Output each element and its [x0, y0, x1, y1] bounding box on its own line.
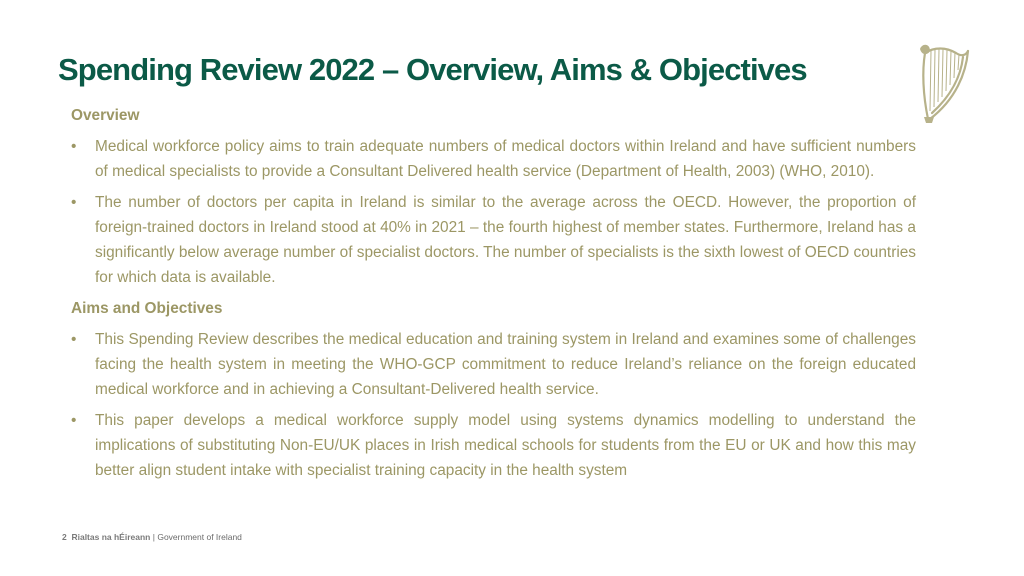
- section-overview: [71, 103, 916, 290]
- section-heading: Aims and Objectives: [71, 300, 223, 317]
- bullet-text: This Spending Review describes the medical education and training system in Ireland and examines some of challenges facing the health system in meeting the WHO-GCP commitment to reduce Ireland’s reliance on the foreign educated medical workforce and in achieving a Consultant-Delivered health service.: [95, 331, 916, 398]
- bullet-icon: •: [71, 194, 77, 211]
- bullet-text: This paper develops a medical workforce supply model using systems dynamics modelling to understand the implications of substituting Non-EU/UK places in Irish medical schools for students from the EU or UK and how this may better align student intake with specialist training capacity in the health system: [95, 412, 916, 479]
- list-item: [71, 327, 916, 402]
- bullet-icon: •: [71, 412, 77, 429]
- footer-separator: |: [152, 532, 155, 542]
- bullet-list: [71, 327, 916, 483]
- irish-harp-icon: [916, 43, 972, 125]
- page-number: 2: [62, 532, 67, 542]
- bullet-icon: •: [71, 138, 77, 155]
- section-aims-objectives: [71, 296, 916, 483]
- bullet-icon: •: [71, 331, 77, 348]
- footer-org-irish: Rialtas na hÉireann: [71, 532, 151, 542]
- bullet-text: The number of doctors per capita in Ireland is similar to the average across the OECD. However, the proportion of foreign-trained doctors in Ireland stood at 40% in 2021 – the fourth highest of member states. Furthermore, Ireland has a significantly below average number of specialist doctors. The number of specialists is the sixth lowest of OECD countries for which data is available.: [95, 194, 916, 286]
- content-body: [71, 103, 916, 489]
- section-heading: Overview: [71, 107, 140, 124]
- page-title: Spending Review 2022 – Overview, Aims & Objectives: [58, 52, 807, 87]
- list-item: [71, 190, 916, 290]
- list-item: [71, 408, 916, 483]
- page-footer: [62, 532, 242, 542]
- footer-org-english: Government of Ireland: [157, 532, 242, 542]
- list-item: [71, 134, 916, 184]
- bullet-list: [71, 134, 916, 290]
- bullet-text: Medical workforce policy aims to train adequate numbers of medical doctors within Ireland and have sufficient numbers of medical specialists to provide a Consultant Delivered health service (Department of Health, 2003) (WHO, 2010).: [95, 138, 916, 180]
